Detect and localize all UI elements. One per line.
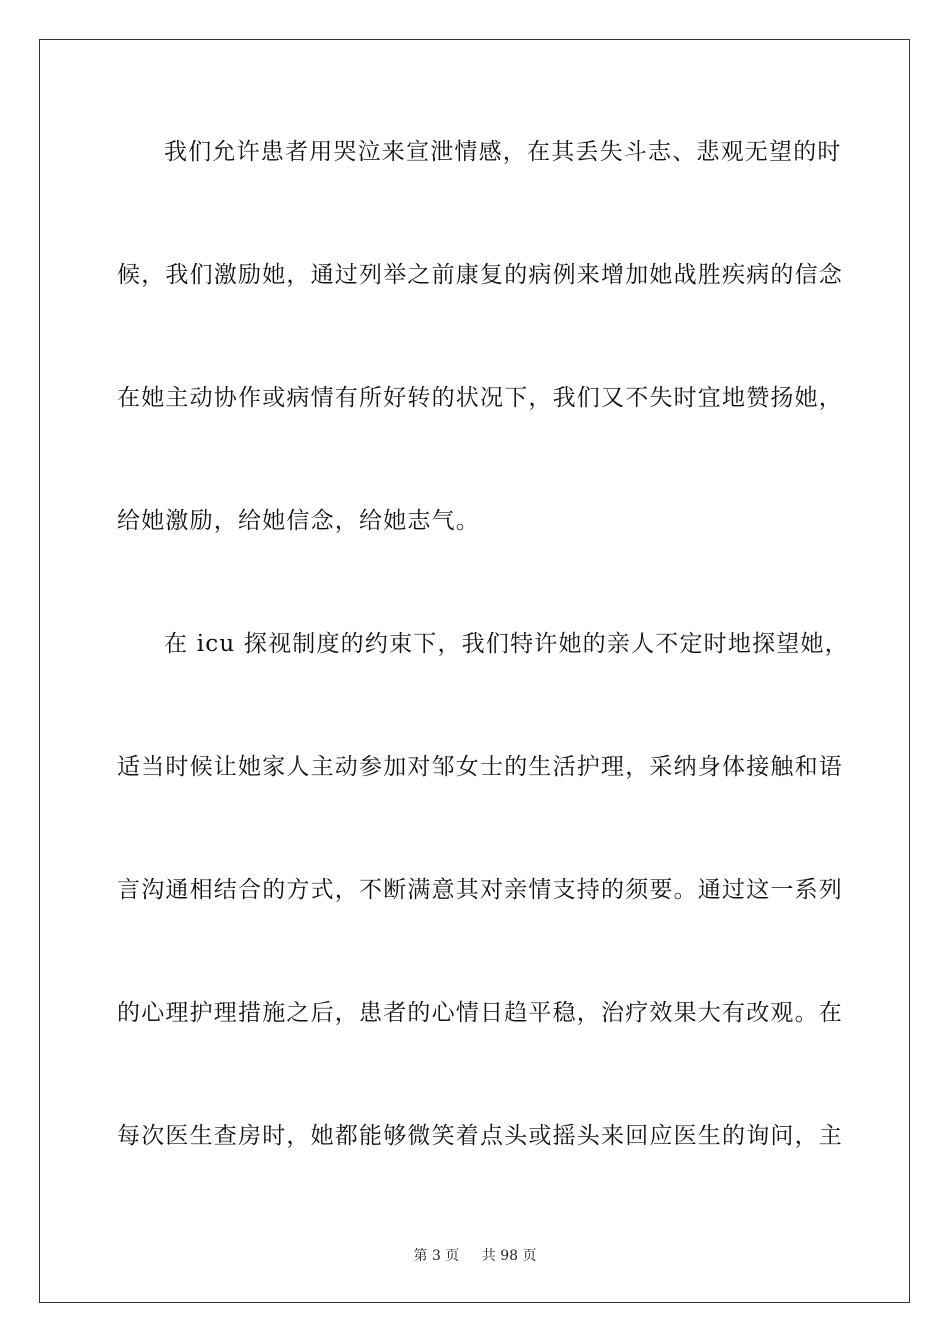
paragraph-line: 适当时候让她家人主动参加对邹女士的生活护理，采纳身体接触和语	[117, 754, 843, 780]
paragraph-line: 给她激励，给她信念，给她志气。	[117, 508, 480, 534]
paragraph-line: 在她主动协作或病情有所好转的状况下，我们又不失时宜地赞扬她，	[117, 385, 843, 411]
paragraph-line: 在 icu 探视制度的约束下，我们特许她的亲人不定时地探望她，	[164, 631, 849, 657]
page-border	[39, 39, 910, 1303]
paragraph-line: 的心理护理措施之后，患者的心情日趋平稳，治疗效果大有改观。在	[117, 1000, 843, 1026]
paragraph-line: 我们允许患者用哭泣来宣泄情感，在其丢失斗志、悲观无望的时	[164, 139, 842, 165]
total-page-count: 共 98 页	[481, 1248, 537, 1264]
paragraph-line: 言沟通相结合的方式，不断满意其对亲情支持的须要。通过这一系列	[117, 877, 843, 903]
paragraph-line: 每次医生查房时，她都能够微笑着点头或摇头来回应医生的询问，主	[117, 1123, 843, 1149]
paragraph-line: 候，我们激励她，通过列举之前康复的病例来增加她战胜疾病的信念	[117, 262, 843, 288]
page-footer	[0, 1247, 950, 1265]
current-page-number: 第 3 页	[413, 1248, 460, 1264]
